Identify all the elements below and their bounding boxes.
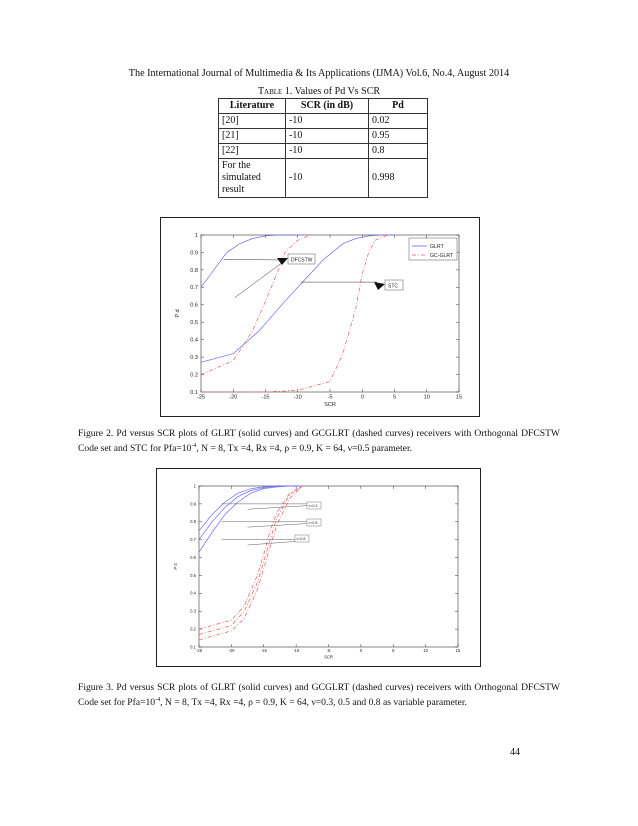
y-tick-label: 0.3 <box>190 608 196 614</box>
figure-2-caption-exponent: -4 <box>191 443 197 449</box>
annotation-dfcstw <box>224 254 315 298</box>
table-header-row <box>219 99 428 114</box>
legend <box>409 238 457 260</box>
table-cell: 0.02 <box>369 114 428 129</box>
y-tick-label: 0.1 <box>190 644 196 650</box>
annotation-leader <box>248 541 295 545</box>
y-tick-label: 1 <box>193 483 196 489</box>
series-line-0 <box>199 486 303 531</box>
table-cell: [22] <box>219 144 286 159</box>
figure-3-chart <box>157 469 480 666</box>
annotation-leader <box>235 262 283 298</box>
annotation-leader <box>248 506 307 510</box>
table-row <box>219 144 428 159</box>
values-table <box>218 98 428 198</box>
x-tick-label: -10 <box>293 394 302 401</box>
annotation-stc <box>301 280 403 290</box>
y-tick-label: 0.7 <box>190 537 196 543</box>
y-tick-label: 0.4 <box>190 590 196 596</box>
annotation-leader <box>224 259 283 260</box>
y-tick-label: 0.1 <box>190 389 198 396</box>
legend-entry: GC-GLRT <box>430 253 454 259</box>
y-tick-label: 0.8 <box>190 267 198 274</box>
table-cell: -10 <box>286 144 369 159</box>
table-row <box>219 159 428 198</box>
x-tick-label: -20 <box>228 648 235 654</box>
x-tick-label: -15 <box>260 648 267 654</box>
table-cell: [20] <box>219 114 286 129</box>
figure-2-caption-text-end: , N = 8, Tx =4, Rx =4, ρ = 0.9, K = 64, ν=0.5 parameter. <box>196 443 413 455</box>
x-tick-label: 10 <box>423 648 428 654</box>
x-tick-label: -20 <box>229 394 238 401</box>
x-tick-label: -10 <box>293 648 300 654</box>
table-caption-prefix: Table <box>257 86 283 97</box>
legend-entry: GLRT <box>430 244 444 250</box>
table-cell: -10 <box>286 159 369 198</box>
x-tick-label: 5 <box>392 648 395 654</box>
x-axis-label: SCR <box>324 402 336 409</box>
table-cell: -10 <box>286 129 369 144</box>
y-tick-label: 0.4 <box>190 337 198 344</box>
annotation-nu-2 <box>222 535 309 545</box>
y-tick-label: 0.3 <box>190 354 198 361</box>
series-line-4 <box>199 486 303 635</box>
x-tick-label: 0 <box>360 394 364 401</box>
annotation-label: ν=0.3 <box>308 504 318 509</box>
column-header: Literature <box>219 99 286 114</box>
figure-3-caption-text-end: , N = 8, Tx =4, Rx =4, ρ = 0.9, K = 64, ν=0.3, 0.5 and 0.8 as variable parameter. <box>160 697 467 709</box>
x-tick-label: 10 <box>423 394 430 401</box>
x-tick-label: 5 <box>392 394 397 401</box>
annotation-nu-1 <box>222 519 321 527</box>
y-tick-label: 1 <box>194 232 198 239</box>
figure-3-caption <box>78 682 560 709</box>
x-tick-label: -15 <box>261 394 270 401</box>
table-caption <box>0 86 638 97</box>
figure-2-chart <box>161 218 479 416</box>
column-header: SCR (in dB) <box>286 99 369 114</box>
journal-header: The International Journal of Multimedia & Its Applications (IJMA) Vol.6, No.4, August 2014 <box>128 68 510 79</box>
table-row <box>219 114 428 129</box>
x-tick-label: 0 <box>359 648 363 654</box>
y-axis-label: P d <box>175 309 181 318</box>
annotation-arrowhead <box>374 282 385 290</box>
x-axis-label: SCR <box>324 654 333 660</box>
table-caption-text: 1. Values of Pd Vs SCR <box>282 86 381 97</box>
table-cell: 0.998 <box>369 159 428 198</box>
figure-2-caption <box>78 428 560 455</box>
series-line-3 <box>199 486 303 629</box>
figure-3-frame <box>156 468 481 667</box>
column-header: Pd <box>369 99 428 114</box>
y-tick-label: 0.9 <box>190 501 196 507</box>
annotation-leader <box>248 524 307 528</box>
table-cell: For the simulated result <box>219 159 286 198</box>
annotation-arrowhead <box>277 258 288 265</box>
table-cell: 0.95 <box>369 129 428 144</box>
annotation-label: DFCSTW <box>291 257 313 264</box>
table-cell: 0.8 <box>369 144 428 159</box>
table-cell: -10 <box>286 114 369 129</box>
y-tick-label: 0.6 <box>190 302 198 309</box>
y-axis-label: P d <box>173 563 178 570</box>
x-tick-label: -5 <box>327 394 333 401</box>
figure-2-caption-text: Figure 2. Pd versus SCR plots of GLRT (solid curves) and GCGLRT (dashed curves) receivers with Orthogonal DFCSTW Code set and STC for Pfa=10 <box>78 428 560 455</box>
annotation-label: ν=0.5 <box>308 521 318 526</box>
x-tick-label: 15 <box>455 648 461 654</box>
y-tick-label: 0.9 <box>190 250 198 257</box>
figure-3-caption-exponent: -4 <box>155 697 161 703</box>
table-cell: [21] <box>219 129 286 144</box>
y-tick-label: 0.5 <box>190 320 198 327</box>
x-tick-label: -25 <box>195 648 203 654</box>
table-row <box>219 129 428 144</box>
annotation-label: ν=0.8 <box>296 537 306 542</box>
x-tick-label: -25 <box>196 394 206 401</box>
y-tick-label: 0.2 <box>190 626 196 632</box>
plot-area <box>199 486 458 647</box>
x-tick-label: -5 <box>326 648 331 654</box>
series-line-1 <box>199 486 303 540</box>
page-number: 44 <box>510 747 520 758</box>
x-tick-label: 15 <box>455 394 463 401</box>
figure-2-frame <box>160 217 480 417</box>
y-tick-label: 0.2 <box>190 372 198 379</box>
annotation-label: STC <box>388 283 398 290</box>
y-tick-label: 0.6 <box>190 554 196 560</box>
y-tick-label: 0.7 <box>190 285 198 292</box>
y-tick-label: 0.5 <box>190 572 196 578</box>
y-tick-label: 0.8 <box>190 519 196 525</box>
figure-3-caption-text: Figure 3. Pd versus SCR plots of GLRT (solid curves) and GCGLRT (dashed curves) receivers with Orthogonal DFCSTW Code set for Pfa=10 <box>78 682 560 709</box>
